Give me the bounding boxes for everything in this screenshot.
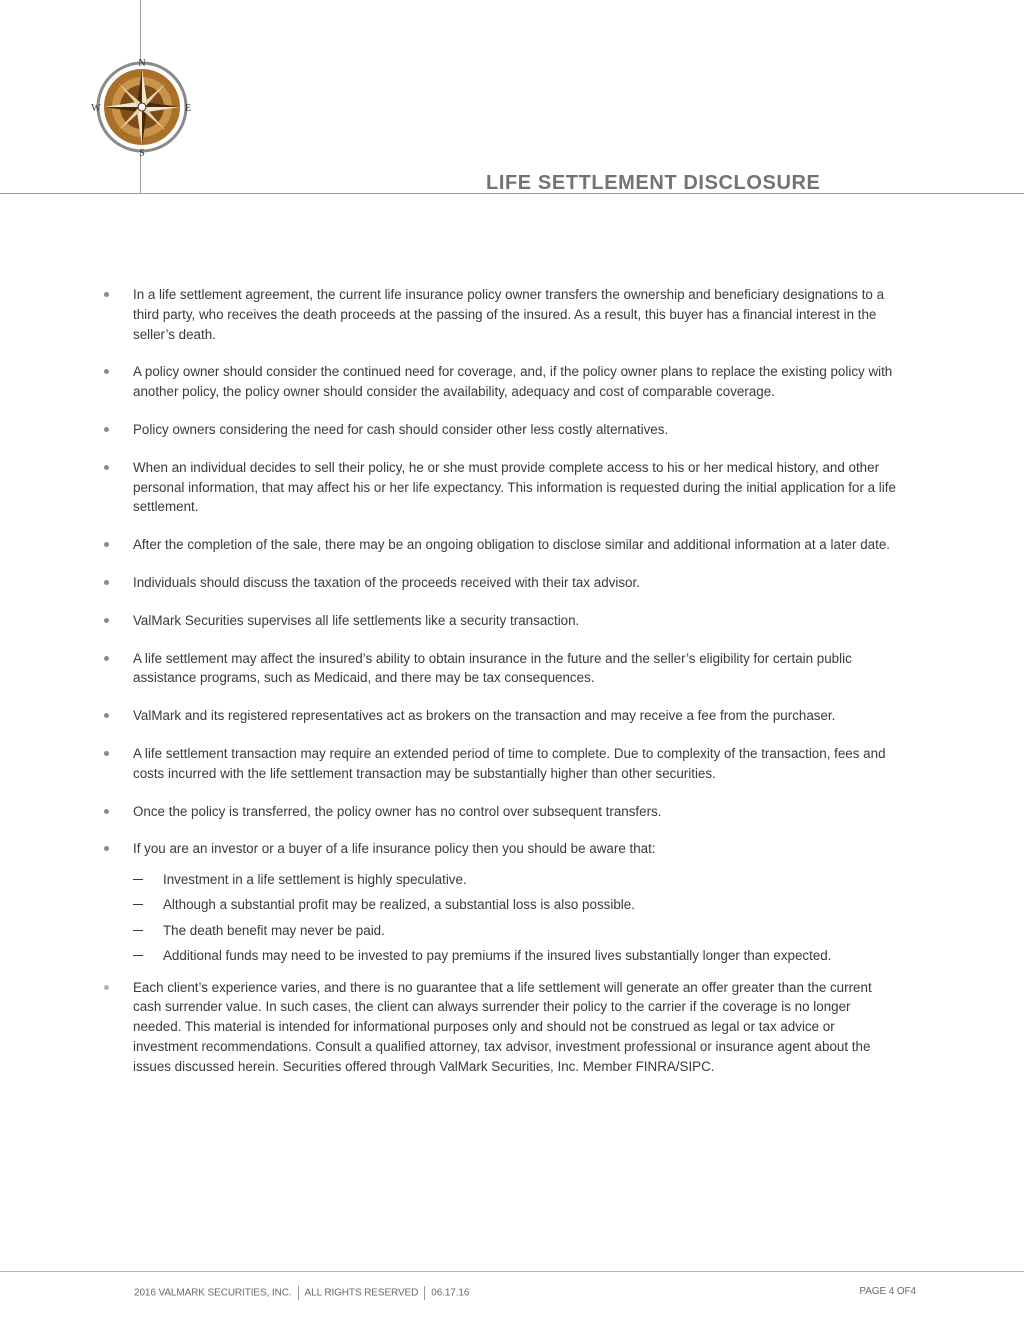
footer-date: 06.17.16 <box>431 1287 470 1299</box>
list-item <box>133 573 901 593</box>
footer-divider <box>298 1286 299 1300</box>
list-item-text: In a life settlement agreement, the current life insurance policy owner transfers the ownership and beneficiary designations to a third party, who receives the death proceeds at the passing of the insured. As a result, this buyer has a financial interest in the seller’s death. <box>133 287 885 342</box>
sub-list-item <box>133 870 901 890</box>
compass-letter-s: S <box>139 148 145 159</box>
compass-letter-w: W <box>91 103 101 114</box>
list-item-text: Individuals should discuss the taxation of the proceeds received with their tax advisor. <box>133 574 640 590</box>
compass-rose-icon <box>90 55 194 159</box>
compass-letter-e: E <box>184 103 192 114</box>
disclosure-list <box>133 285 901 1094</box>
page-footer <box>134 1286 916 1300</box>
list-item-text: ValMark and its registered representatives act as brokers on the transaction and may receive a fee from the purchaser. <box>133 708 836 724</box>
sub-list-item <box>133 921 901 941</box>
footer-rule <box>0 1271 1024 1272</box>
list-item <box>133 802 901 822</box>
list-item <box>133 706 901 726</box>
list-item <box>133 420 901 440</box>
sub-list-item-text: Although a substantial profit may be realized, a substantial loss is also possible. <box>163 897 635 913</box>
dash-icon <box>133 930 143 931</box>
list-item <box>133 458 901 517</box>
bullet-icon <box>104 656 109 661</box>
list-item-text: Policy owners considering the need for cash should consider other less costly alternatives. <box>133 421 669 437</box>
bullet-icon <box>104 713 109 718</box>
bullet-icon <box>104 618 109 623</box>
footer-copyright: 2016 VALMARK SECURITIES, INC. <box>134 1287 292 1299</box>
bullet-icon <box>104 846 109 851</box>
sub-list-item-text: Investment in a life settlement is highly speculative. <box>163 872 467 888</box>
list-item-text: If you are an investor or a buyer of a life insurance policy then you should be aware that: <box>133 841 656 857</box>
list-item <box>133 362 901 402</box>
compass-letter-n: N <box>138 58 146 69</box>
bullet-icon <box>104 985 109 990</box>
bullet-icon <box>104 369 109 374</box>
list-item <box>133 285 901 344</box>
sub-list-item <box>133 895 901 915</box>
list-item-text: Each client’s experience varies, and there is no guarantee that a life settlement will generate an offer greater than the current cash surrender value. In such cases, the client can always surrender their policy to the carrier if the coverage is no longer needed. This material is intended for informational purposes only and should not be construed as legal or tax advice or investment recommendations. Consult a qualified attorney, tax advisor, investment professional or insurance agent about the issues discussed herein. Securities offered through ValMark Securities, Inc. Member FINRA/SIPC. <box>133 979 872 1074</box>
list-item <box>133 839 901 965</box>
sub-list-item-text: The death benefit may never be paid. <box>163 922 385 938</box>
list-item-text: A life settlement transaction may require an extended period of time to complete. Due to complexity of the transaction, fees and costs incurred with the life settlement transaction may be substantially higher than other securities. <box>133 745 886 781</box>
list-item <box>133 978 901 1077</box>
list-item <box>133 611 901 631</box>
dash-icon <box>133 904 143 905</box>
list-item-text: A policy owner should consider the continued need for coverage, and, if the policy owner plans to replace the existing policy with another policy, the policy owner should consider the availability, adequacy and cost of comparable coverage. <box>133 364 893 400</box>
list-item-text: Once the policy is transferred, the policy owner has no control over subsequent transfers. <box>133 803 662 819</box>
footer-divider <box>424 1286 425 1300</box>
list-item-text: A life settlement may affect the insured’s ability to obtain insurance in the future and the seller’s eligibility for certain public assistance programs, such as Medicaid, and there may be tax consequences. <box>133 650 852 686</box>
bullet-icon <box>104 580 109 585</box>
list-item-text: When an individual decides to sell their policy, he or she must provide complete access to his or her medical history, and other personal information, that may affect his or her life expectancy. This information is requested during the initial application for a life settlement. <box>133 459 896 515</box>
dash-icon <box>133 879 143 880</box>
sub-list-item-text: Additional funds may need to be invested to pay premiums if the insured lives substantially longer than expected. <box>163 947 832 963</box>
bullet-icon <box>104 465 109 470</box>
investor-warnings-list <box>133 870 901 965</box>
sub-list-item <box>133 946 901 966</box>
page-title: LIFE SETTLEMENT DISCLOSURE <box>486 172 821 194</box>
bullet-icon <box>104 292 109 297</box>
dash-icon <box>133 955 143 956</box>
list-item <box>133 649 901 689</box>
bullet-icon <box>104 751 109 756</box>
list-item <box>133 535 901 555</box>
list-item-text: ValMark Securities supervises all life settlements like a security transaction. <box>133 612 580 628</box>
footer-rights: ALL RIGHTS RESERVED <box>304 1287 419 1299</box>
page-number: PAGE 4 OF4 <box>859 1286 916 1297</box>
bullet-icon <box>104 427 109 432</box>
bullet-icon <box>104 542 109 547</box>
bullet-icon <box>104 809 109 814</box>
list-item <box>133 744 901 784</box>
list-item-text: After the completion of the sale, there may be an ongoing obligation to disclose similar and additional information at a later date. <box>133 537 891 553</box>
